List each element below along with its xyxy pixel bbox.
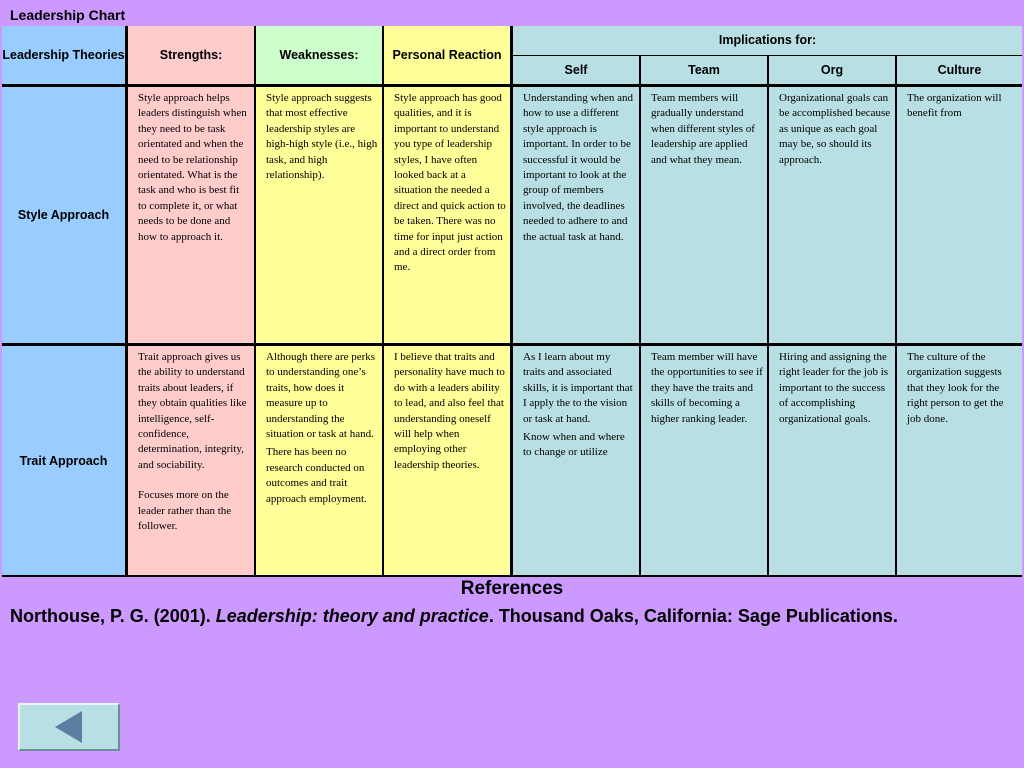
style-team-cell xyxy=(641,87,767,343)
style-team-text: Team members will gradually understand when different styles of leadership are applied and what they mean. xyxy=(651,92,755,166)
trait-self-cell xyxy=(513,346,639,575)
style-self-cell xyxy=(513,87,639,343)
trait-team-text: Team member will have the opportunities to see if they have the traits and skills of becoming a higher ranking leader. xyxy=(651,351,763,425)
references-title: References xyxy=(460,578,564,599)
row-trait-approach-label: Trait Approach xyxy=(2,346,125,575)
citation-author: Northouse, P. G. (2001). xyxy=(10,606,216,626)
trait-strengths-focus-text: Focuses more on the leader rather than the follower. xyxy=(138,489,232,533)
style-org-text: Organizational goals can be accomplished because as unique as each goal may be, so should its approach. xyxy=(779,92,891,166)
trait-org-text: Hiring and assigning the right leader for the job is important to the success of accomplishing organizational goals. xyxy=(779,351,889,425)
left-triangle-icon xyxy=(51,709,87,745)
header-team: Team xyxy=(641,56,767,84)
trait-culture-text: The culture of the organization suggests that they look for the right person to get the job done. xyxy=(907,351,1004,425)
back-button[interactable] xyxy=(18,703,120,751)
trait-culture-cell xyxy=(897,346,1022,575)
style-strengths-cell xyxy=(128,87,254,343)
header-self: Self xyxy=(513,56,639,84)
citation-publisher: . Thousand Oaks, California: Sage Publications. xyxy=(488,606,898,626)
header-weaknesses: Weaknesses: xyxy=(256,26,382,84)
header-personal-reaction: Personal Reaction xyxy=(384,26,510,84)
style-reaction-cell xyxy=(384,87,510,343)
row-style-approach-label: Style Approach xyxy=(2,87,125,343)
header-leadership-theories: Leadership Theories xyxy=(2,26,125,84)
header-implications: Implications for: xyxy=(513,26,1022,55)
leadership-table xyxy=(2,26,1022,577)
style-weaknesses-text: Style approach suggests that most effective leadership styles are high-high style (i.e., high task, and high relationship). xyxy=(266,92,378,182)
trait-strengths-text: Trait approach gives us the ability to understand traits about leaders, if they obtain qualities like intelligence, self-confidence, determination, integrity, and sociability. xyxy=(138,351,247,471)
style-self-text: Understanding when and how to use a different style approach is important. In order to be successful it would be important to look at the group of members involved, the deadlines needed to adhere to and the actual task at hand. xyxy=(523,92,633,243)
trait-reaction-text: I believe that traits and personality have much to do with a leaders ability to lead, and also feel that understanding oneself will help when employing other leadership theories. xyxy=(394,351,505,471)
trait-strengths-cell xyxy=(128,346,254,575)
header-strengths: Strengths: xyxy=(128,26,254,84)
references-section xyxy=(0,578,1024,627)
header-culture: Culture xyxy=(897,56,1022,84)
style-strengths-text: Style approach helps leaders distinguish when they need to be task orientated and when the need to be relationship orientated. What is the task and who is best fit to complete it, or what needs to be done and how to approach it. xyxy=(138,92,247,243)
page-title: Leadership Chart xyxy=(10,7,126,23)
trait-reaction-cell xyxy=(384,346,510,575)
style-weaknesses-cell xyxy=(256,87,382,343)
trait-team-cell xyxy=(641,346,767,575)
style-reaction-text: Style approach has good qualities, and it is important to understand you type of leadership styles, I have often looked back at a situation the needed a direct and quick action to be taken. There was no time for input just action and a direct order from me. xyxy=(394,92,506,274)
trait-weaknesses-cell xyxy=(256,346,382,575)
header-org: Org xyxy=(769,56,895,84)
reference-citation xyxy=(10,606,1010,627)
trait-weaknesses-research-text: There has been no research conducted on outcomes and trait approach employment. xyxy=(266,446,367,505)
style-org-cell xyxy=(769,87,895,343)
trait-self-change-text: Know when and where to change or utilize xyxy=(523,431,625,459)
trait-org-cell xyxy=(769,346,895,575)
style-culture-cell xyxy=(897,87,1022,343)
trait-self-text: As I learn about my traits and associated skills, it is important that I apply the to the vision or task at hand. xyxy=(523,351,633,425)
style-culture-text: The organization will benefit from xyxy=(907,92,1002,120)
trait-weaknesses-text: Although there are perks to understanding one’s traits, how does it measure up to understanding the situation or task at hand. xyxy=(266,351,376,441)
citation-title: Leadership: theory and practice xyxy=(215,606,489,626)
